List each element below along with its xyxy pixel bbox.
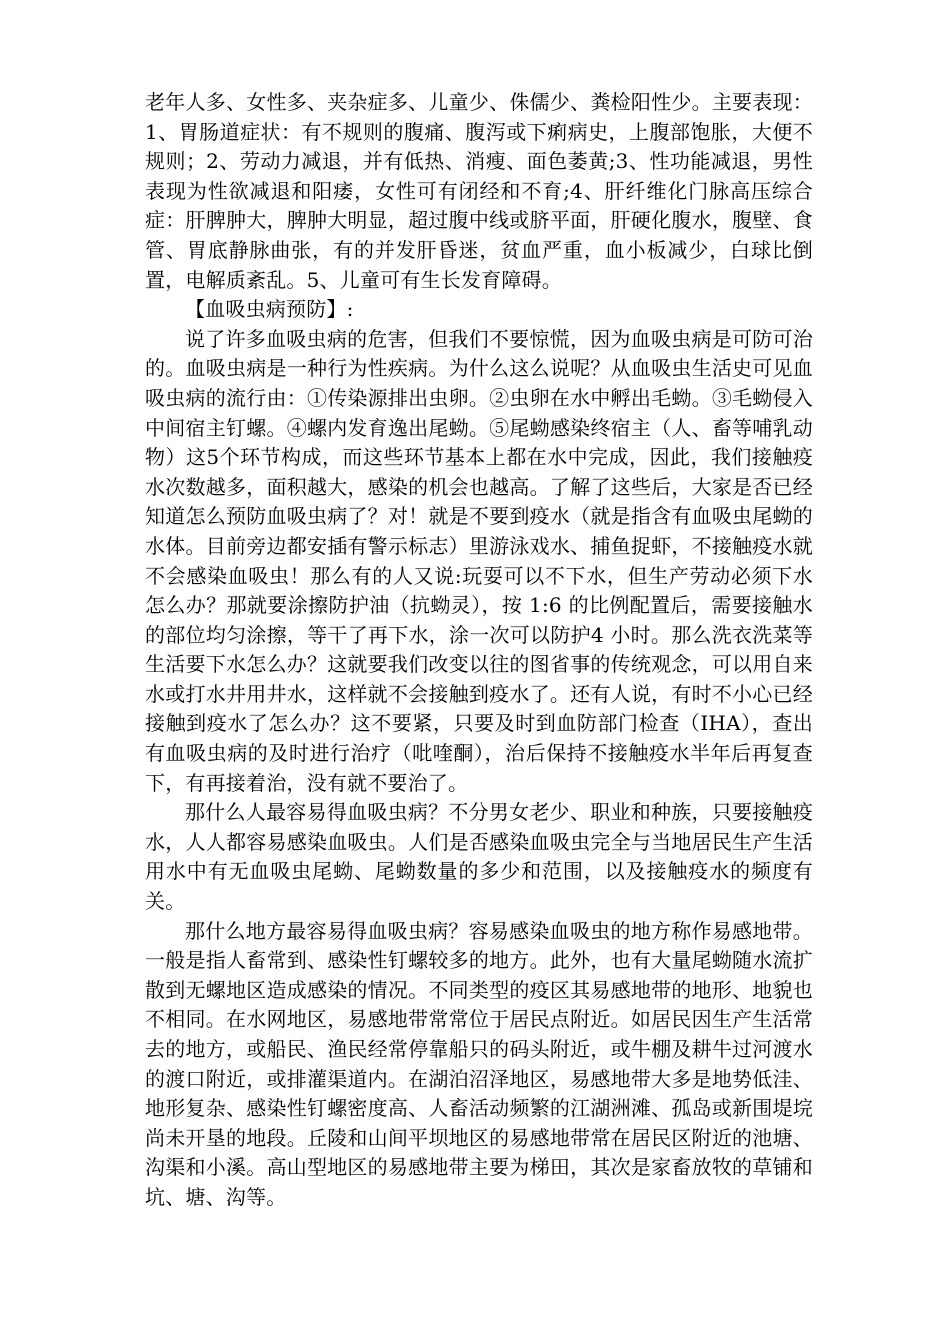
paragraph-who-at-risk: 那什么人最容易得血吸虫病？不分男女老少、职业和种族，只要接触疫水，人人都容易感染血吸虫。人们是否感染血吸虫完全与当地居民生产生活用水中有无血吸虫尾蚴、尾蚴数量的多少和范围，以及接触疫水的频度有关。 xyxy=(145,800,813,914)
paragraph-where-at-risk: 那什么地方最容易得血吸虫病？容易感染血吸虫的地方称作易感地带。一般是指人畜常到、感染性钉螺较多的地方。此外，也有大量尾蚴随水流扩散到无螺地区造成感染的情况。不同类型的疫区其易感地带的地形、地貌也不相同。在水网地区，易感地带常常位于居民点附近。如居民因生产生活常去的地方，或船民、渔民经常停靠船只的码头附近，或牛棚及耕牛过河渡水的渡口附近，或排灌渠道内。在湖泊沼泽地区，易感地带大多是地势低洼、地形复杂、感染性钉螺密度高、人畜活动频繁的江湖洲滩、孤岛或新围堤垸尚未开垦的地段。丘陵和山间平坝地区的易感地带常在居民区附近的池塘、沟渠和小溪。高山型地区的易感地带主要为梯田，其次是家畜放牧的草铺和坑、塘、沟等。 xyxy=(145,918,813,1209)
intro-paragraph: 老年人多、女性多、夹杂症多、儿童少、侏儒少、粪检阳性少。主要表现：1、胃肠道症状：有不规则的腹痛、腹泻或下痢病史，上腹部饱胀，大便不规则；2、劳动力减退，并有低热、消瘦、面色萎黄;3、性功能减退，男性表现为性欲减退和阳痿，女性可有闭经和不育;4、肝纤维化门脉高压综合症：肝脾肿大，脾肿大明显，超过腹中线或脐平面，肝硬化腹水，腹壁、食管、胃底静脉曲张，有的并发肝昏迷，贫血严重，血小板减少，白球比倒置，电解质紊乱。5、儿童可有生长发育障碍。 xyxy=(145,90,813,292)
paragraph-prevention: 说了许多血吸虫病的危害，但我们不要惊慌，因为血吸虫病是可防可治的。血吸虫病是一种行为性疾病。为什么这么说呢？从血吸虫生活史可见血吸虫病的流行由：①传染源排出虫卵。②虫卵在水中孵出毛蚴。③毛蚴侵入中间宿主钉螺。④螺内发育逸出尾蚴。⑤尾蚴感染终宿主（人、畜等哺乳动物）这5个环节构成，而这些环节基本上都在水中完成，因此，我们接触疫水次数越多，面积越大，感染的机会也越高。了解了这些后，大家是否已经知道怎么预防血吸虫病了？对！就是不要到疫水（就是指含有血吸虫尾蚴的水体。目前旁边都安插有警示标志）里游泳戏水、捕鱼捉虾，不接触疫水就不会感染血吸虫！那么有的人又说:玩耍可以不下水，但生产劳动必须下水怎么办？那就要涂擦防护油（抗蚴灵），按 1:6 的比例配置后，需要接触水的部位均匀涂擦，等干了再下水，涂一次可以防护4 小时。那么洗衣洗菜等生活要下水怎么办？这就要我们改变以往的图省事的传统观念，可以用自来水或打水井用井水，这样就不会接触到疫水了。还有人说，有时不小心已经接触到疫水了怎么办？这不要紧，只要及时到血防部门检查（IHA），查出有血吸虫病的及时进行治疗（吡喹酮），治后保持不接触疫水半年后再复查下，有再接着治，没有就不要治了。 xyxy=(145,326,813,795)
section-heading: 【血吸虫病预防】: xyxy=(185,297,354,322)
document-body xyxy=(145,88,813,1213)
